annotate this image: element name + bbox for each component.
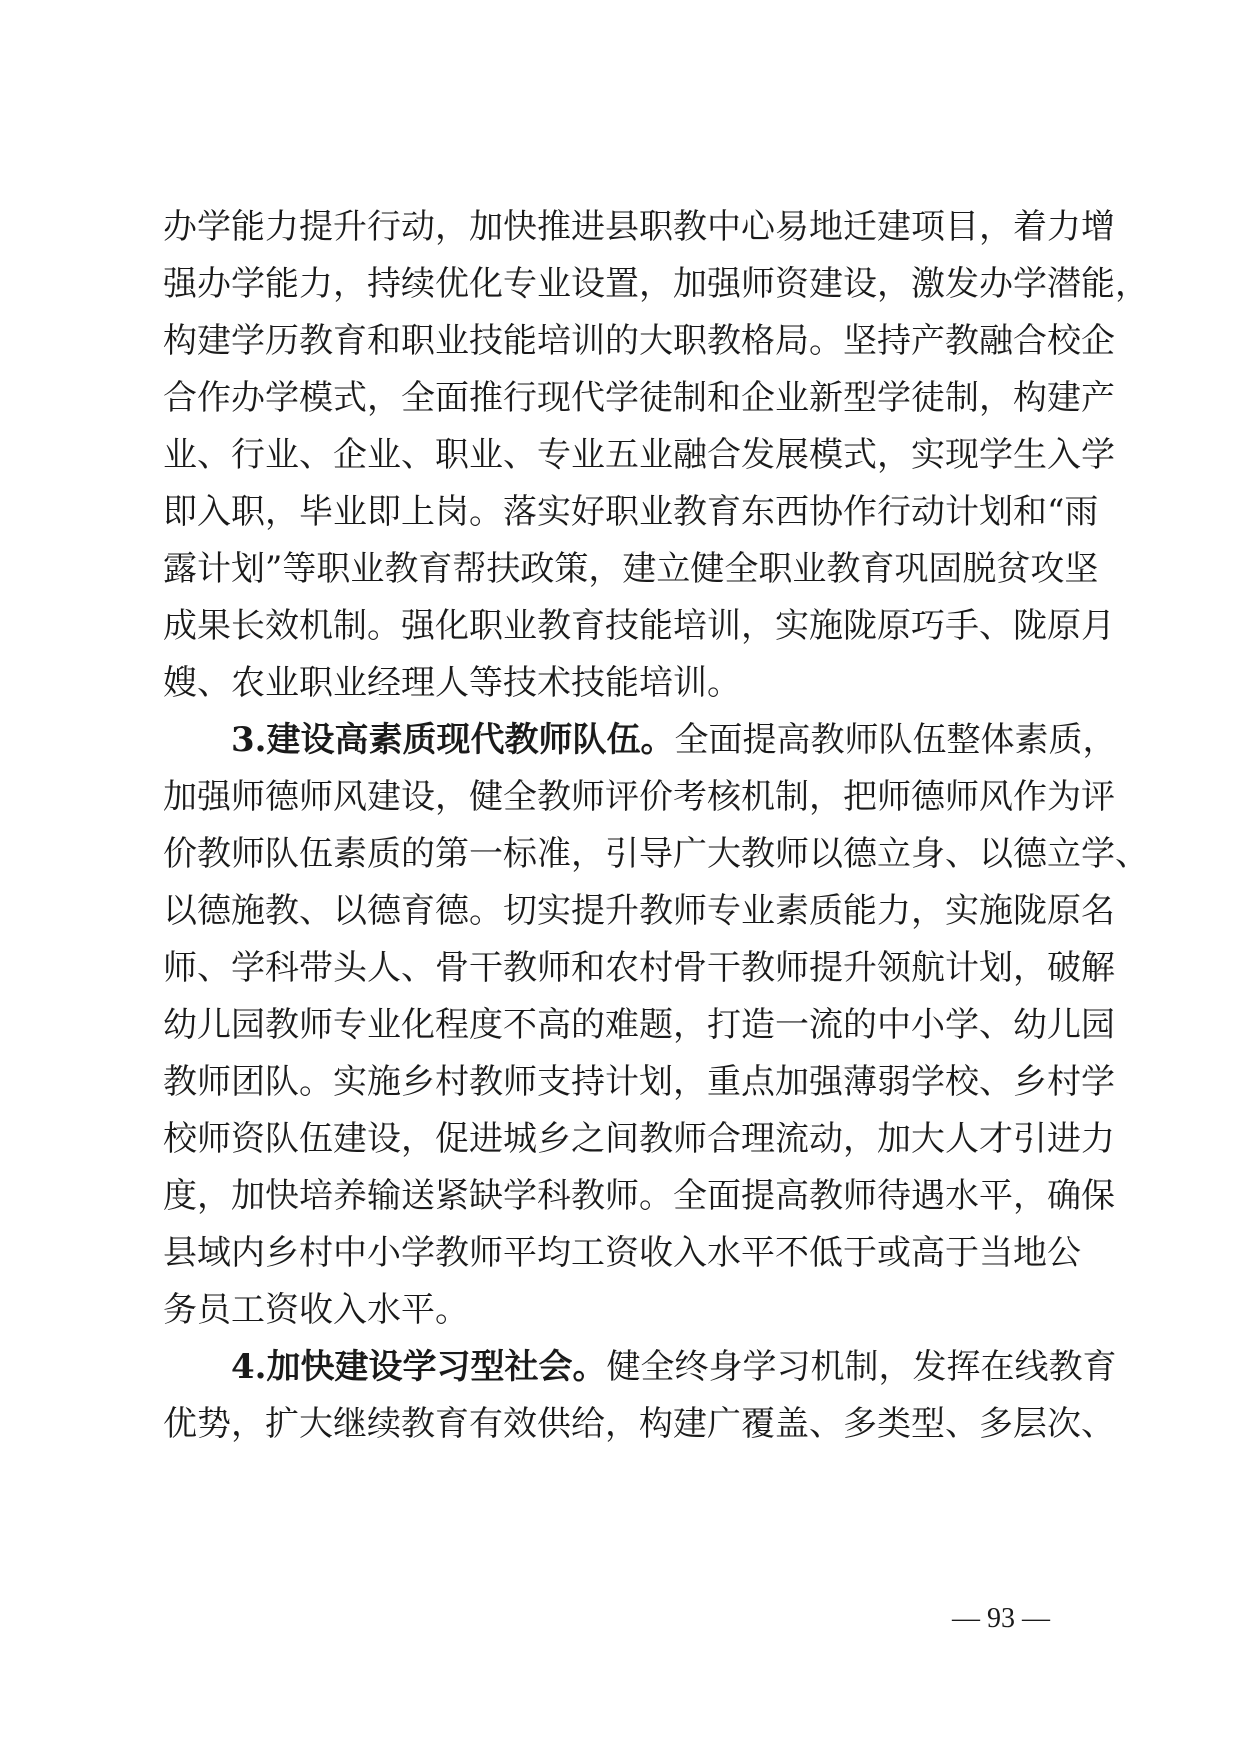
paragraph-line: 合作办学模式，全面推行现代学徒制和企业新型学徒制，构建产 bbox=[163, 378, 1115, 418]
paragraph-line: 办学能力提升行动，加快推进县职教中心易地迁建项目，着力增 bbox=[163, 207, 1115, 247]
paragraph-line: 加强师德师风建设，健全教师评价考核机制，把师德师风作为评 bbox=[163, 777, 1115, 817]
paragraph-line: 业、行业、企业、职业、专业五业融合发展模式，实现学生入学 bbox=[163, 435, 1115, 475]
paragraph-line: 务员工资收入水平。 bbox=[163, 1290, 469, 1330]
section-3-first-line bbox=[231, 720, 1117, 760]
paragraph-line: 师、学科带头人、骨干教师和农村骨干教师提升领航计划，破解 bbox=[163, 948, 1115, 988]
paragraph-line: 成果长效机制。强化职业教育技能培训，实施陇原巧手、陇原月 bbox=[163, 606, 1115, 646]
paragraph-line: 优势，扩大继续教育有效供给，构建广覆盖、多类型、多层次、 bbox=[163, 1404, 1115, 1444]
paragraph-line: 度，加快培养输送紧缺学科教师。全面提高教师待遇水平，确保 bbox=[163, 1176, 1115, 1216]
section-3-first-line-text: 全面提高教师队伍整体素质， bbox=[674, 720, 1117, 760]
paragraph-line: 即入职，毕业即上岗。落实好职业教育东西协作行动计划和“雨 bbox=[163, 492, 1099, 532]
paragraph-line: 县域内乡村中小学教师平均工资收入水平不低于或高于当地公 bbox=[163, 1233, 1081, 1273]
paragraph-line: 嫂、农业职业经理人等技术技能培训。 bbox=[163, 663, 741, 703]
section-4-heading: 4.加快建设学习型社会。 bbox=[231, 1347, 607, 1387]
section-4-first-line bbox=[231, 1347, 1117, 1387]
page-number: — 93 — bbox=[952, 1603, 1050, 1634]
paragraph-line: 构建学历教育和职业技能培训的大职教格局。坚持产教融合校企 bbox=[163, 321, 1115, 361]
paragraph-line: 露计划”等职业教育帮扶政策，建立健全职业教育巩固脱贫攻坚 bbox=[163, 549, 1099, 589]
paragraph-line: 强办学能力，持续优化专业设置，加强师资建设，激发办学潜能， bbox=[163, 264, 1149, 304]
paragraph-line: 以德施教、以德育德。切实提升教师专业素质能力，实施陇原名 bbox=[163, 891, 1115, 931]
section-3-heading: 3.建设高素质现代教师队伍。 bbox=[231, 720, 675, 760]
paragraph-line: 教师团队。实施乡村教师支持计划，重点加强薄弱学校、乡村学 bbox=[163, 1062, 1115, 1102]
paragraph-line: 价教师队伍素质的第一标准，引导广大教师以德立身、以德立学、 bbox=[163, 834, 1149, 874]
paragraph-line: 幼儿园教师专业化程度不高的难题，打造一流的中小学、幼儿园 bbox=[163, 1005, 1115, 1045]
paragraph-line: 校师资队伍建设，促进城乡之间教师合理流动，加大人才引进力 bbox=[163, 1119, 1115, 1159]
section-4-first-line-text: 健全终身学习机制，发挥在线教育 bbox=[606, 1347, 1117, 1387]
